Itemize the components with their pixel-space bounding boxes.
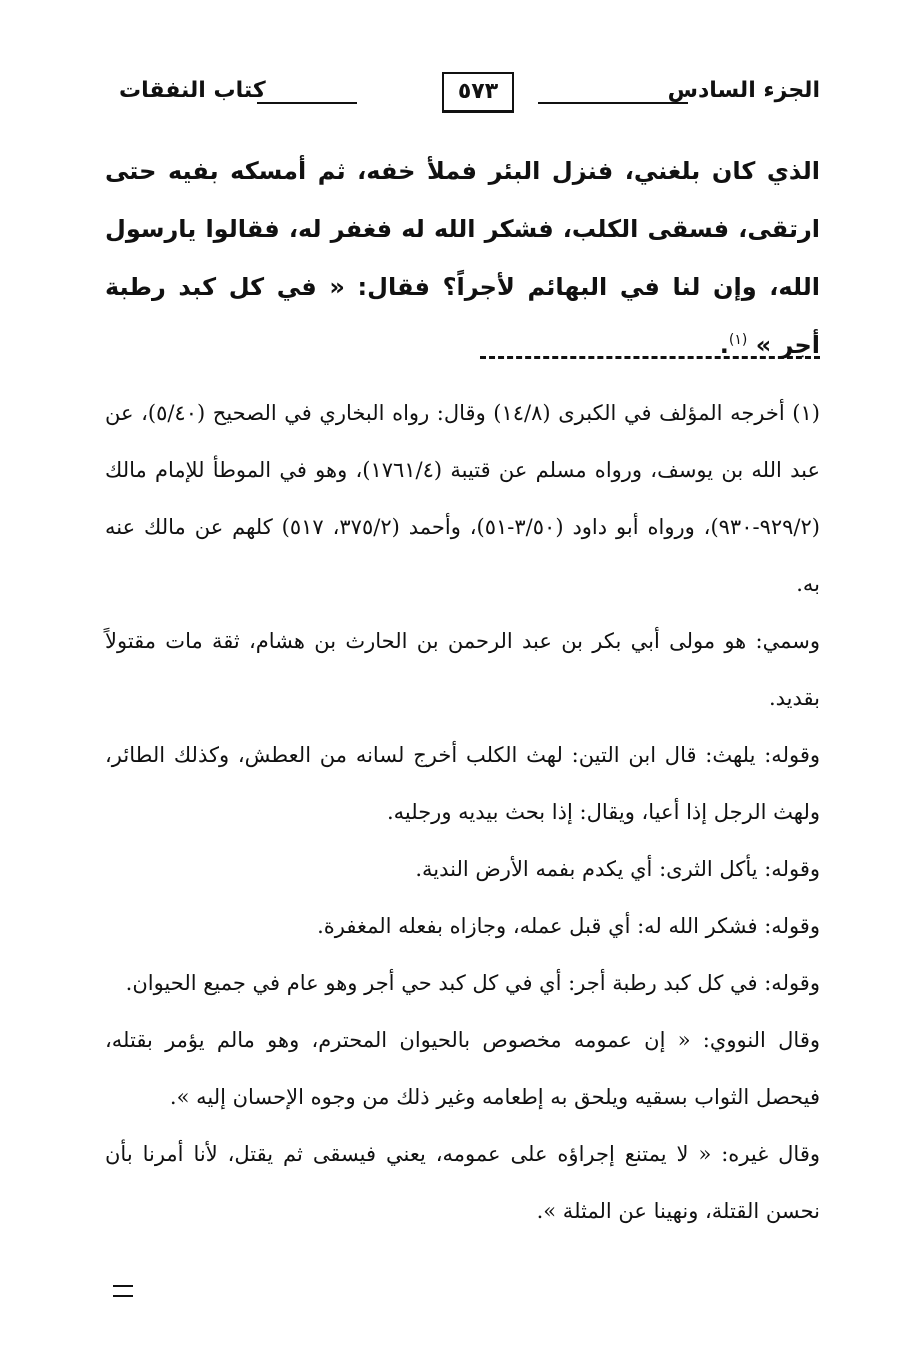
- footnotes: [105, 385, 820, 1240]
- main-paragraph-text: الذي كان بلغني، فنزل البئر فملأ خفه، ثم أمسكه بفيه حتى ارتقى، فسقى الكلب، فشكر الله له فغفر له، فقالوا يارسول الله، وإن لنا في البهائم لأجراً؟ فقال: « في كل كبد رطبة أجر »: [105, 157, 820, 359]
- footnote-ghayruh: وقال غيره: « لا يمتنع إجراؤه على عمومه، يعني فيسقى ثم يقتل، لأنا أمرنا بأن نحسن القتلة، ونهينا عن المثلة ».: [105, 1142, 820, 1223]
- footnote-kabid: وقوله: في كل كبد رطبة أجر: أي في كل كبد حي أجر وهو عام في جميع الحيوان.: [125, 971, 820, 995]
- footnote-nawawi: وقال النووي: « إن عمومه مخصوص بالحيوان المحترم، وهو مالم يؤمر بقتله، فيحصل الثواب بسقيه ويلحق به إطعامه وغير ذلك من وجوه الإحسان إليه ».: [105, 1028, 820, 1109]
- main-end-punctuation: .: [719, 331, 729, 359]
- main-text: [105, 142, 820, 374]
- footnote-1: (١) أخرجه المؤلف في الكبرى (١٤/٨) وقال: رواه البخاري في الصحيح (٥/٤٠)، عن عبد الله بن يوسف، ورواه مسلم عن قتيبة (١٧٦١/٤)، وهو في الموطأ للإمام مالك (٩٢٩/٢-٩٣٠)، ورواه أبو داود (٣/٥٠-٥١)، وأحمد (٣٧٥/٢، ٥١٧) كلهم عن مالك عنه به.: [105, 401, 821, 596]
- header-rule-left: [257, 102, 357, 104]
- volume-label: الجزء السادس: [667, 78, 820, 103]
- footnote-yalhath: وقوله: يلهث: قال ابن التين: لهث الكلب أخرج لسانه من العطش، وكذلك الطائر، ولهث الرجل إذا أعيا، ويقال: إذا بحث بيديه ورجليه.: [105, 743, 820, 824]
- book-title: كتاب النفقات: [119, 78, 266, 103]
- book-page: [105, 60, 820, 1320]
- main-paragraph: [105, 142, 820, 374]
- footnote-separator: [480, 356, 820, 359]
- footnote-sumay: وسمي: هو مولى أبي بكر بن عبد الرحمن بن الحارث بن هشام، ثقة مات مقتولاً بقديد.: [105, 629, 820, 710]
- footnote-thara: وقوله: يأكل الثرى: أي يكدم بفمه الأرض الندية.: [415, 857, 820, 881]
- footnote-shakar: وقوله: فشكر الله له: أي قبل عمله، وجازاه بفعله المغفرة.: [317, 914, 820, 938]
- page-header: [105, 72, 820, 116]
- header-rule-right: [538, 102, 688, 104]
- page-number: ٥٧٣: [442, 72, 514, 113]
- end-mark: [113, 1285, 133, 1297]
- footnote-reference: (١): [728, 332, 748, 348]
